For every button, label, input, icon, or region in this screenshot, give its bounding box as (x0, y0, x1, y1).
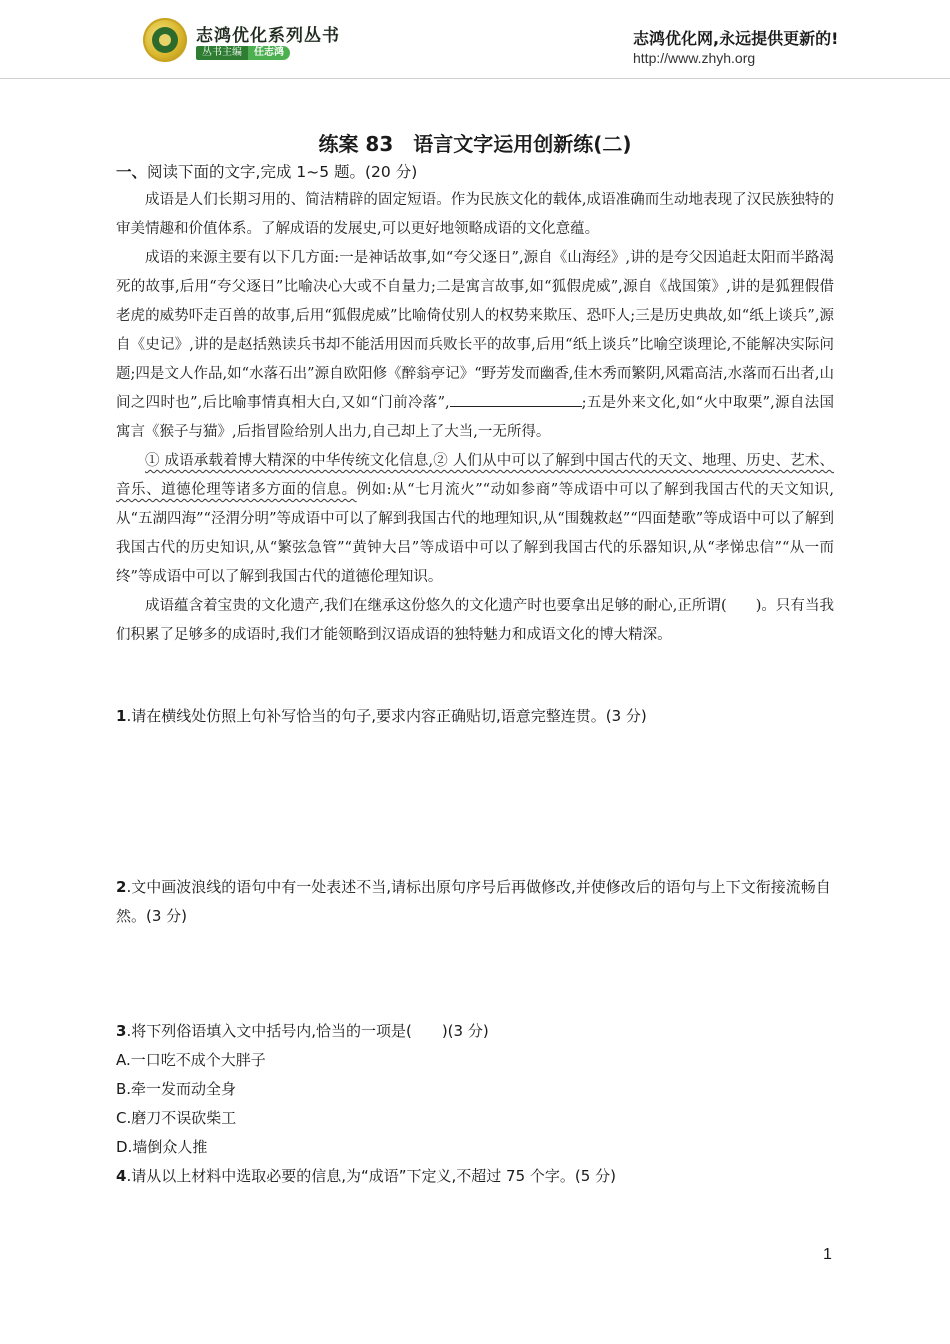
site-url[interactable]: http://www.zhyh.org (633, 50, 756, 66)
site-slogan: 志鸿优化网,永远提供更新的! (633, 29, 839, 48)
reading-passage (116, 186, 834, 650)
question-1 (116, 702, 834, 731)
option-a[interactable]: A.一口吃不成个大胖子 (116, 1051, 266, 1069)
passage-paragraph-1: 成语是人们长期习用的、简洁精辟的固定短语。作为民族文化的载体,成语准确而生动地表现了汉民族独特的审美情趣和价值体系。了解成语的发展史,可以更好地领略成语的文化意蕴。 (116, 192, 834, 237)
question-2 (116, 873, 834, 931)
paragraph-2-tail: ;五是外来文化,如“火中取栗”,源自法国寓言《猴子与猫》,后指冒险给别人出力,自己却上了大当,一无所得。 (116, 395, 834, 440)
paragraph-2-text: 成语的来源主要有以下几方面:一是神话故事,如“夸父逐日”,源自《山海经》,讲的是夸父因追赶太阳而半路渴死的故事,后用“夸父逐日”比喻决心大或不自量力;二是寓言故事,如“狐假虎威”,源自《战国策》,讲的是狐狸假借老虎的威势吓走百兽的故事,后用“狐假虎威”比喻倚仗别人的权势来欺压、恐吓人;三是历史典故,如“纸上谈兵”,源自《史记》,讲的是赵括熟读兵书却不能活用因而兵败长平的故事,后用“纸上谈兵”比喻空谈理论,不能解决实际问题;四是文人作品,如“水落石出”源自欧阳修《醉翁亭记》“野芳发而幽香,佳木秀而繁阴,风霜高洁,水落而石出者,山间之四时也”,后比喻事情真相大白,又如“门前冷落”, (116, 250, 834, 411)
editor-tag (196, 46, 290, 60)
page-header (0, 0, 950, 80)
option-d[interactable]: D.墙倒众人推 (116, 1138, 208, 1156)
passage-paragraph-4: 成语蕴含着宝贵的文化遗产,我们在继承这份悠久的文化遗产时也要拿出足够的耐心,正所谓( )。只有当我们积累了足够多的成语时,我们才能领略到汉语成语的独特魅力和成语文化的博大精深。 (116, 598, 834, 643)
section-instruction: 阅读下面的文字,完成 1~5 题。(20 分) (147, 163, 418, 181)
question-number: 4 (116, 1167, 127, 1185)
question-number: 1 (116, 707, 127, 725)
passage-paragraph-3 (116, 447, 834, 592)
option-c[interactable]: C.磨刀不误砍柴工 (116, 1109, 237, 1127)
question-text: .文中画波浪线的语句中有一处表述不当,请标出原句序号后再做修改,并使修改后的语句与上下文衔接流畅自然。(3 分) (116, 878, 831, 925)
question-3 (116, 1017, 834, 1046)
question-text: .请从以上材料中选取必要的信息,为“成语”下定义,不超过 75 个字。(5 分) (126, 1167, 616, 1185)
header-divider (0, 78, 950, 79)
editor-tag-name: 任志鸿 (248, 46, 290, 60)
option-b[interactable]: B.牵一发而动全身 (116, 1080, 237, 1098)
series-title: 志鸿优化系列丛书 (196, 26, 340, 46)
page-number: 1 (823, 1246, 832, 1263)
series-logo-seal (143, 18, 187, 62)
editor-tag-label: 丛书主编 (196, 46, 248, 60)
wavy-underlined-sentence: ① 成语承载着博大精深的中华传统文化信息,② 人们从中可以了解到中国古代的天文、地理、历史、艺术、音乐、道德伦理等诸多方面的信息。 (116, 453, 834, 498)
page-title: 练案 83 语言文字运用创新练(二) (318, 132, 632, 156)
fill-in-blank[interactable] (450, 392, 582, 407)
question-number: 2 (116, 878, 127, 896)
paragraph-3-text: 例如:从“七月流火”“动如参商”等成语中可以了解到我国古代的天文知识,从“五湖四海”“泾渭分明”等成语中可以了解到我国古代的地理知识,从“围魏救赵”“四面楚歌”等成语中可以了解到我国古代的历史知识,从“繁弦急管”“黄钟大吕”等成语中可以了解到我国古代的乐器知识,从“孝悌忠信”“从一而终”等成语中可以了解到我国古代的道德伦理知识。 (116, 482, 834, 585)
question-4 (116, 1162, 834, 1191)
passage-paragraph-2 (116, 244, 834, 447)
section-heading (116, 160, 417, 182)
question-number: 3 (116, 1022, 127, 1040)
question-text: .请在横线处仿照上句补写恰当的句子,要求内容正确贴切,语意完整连贯。(3 分) (126, 707, 647, 725)
section-label: 一、 (116, 163, 148, 181)
question-text: .将下列俗语填入文中括号内,恰当的一项是( )(3 分) (126, 1022, 489, 1040)
